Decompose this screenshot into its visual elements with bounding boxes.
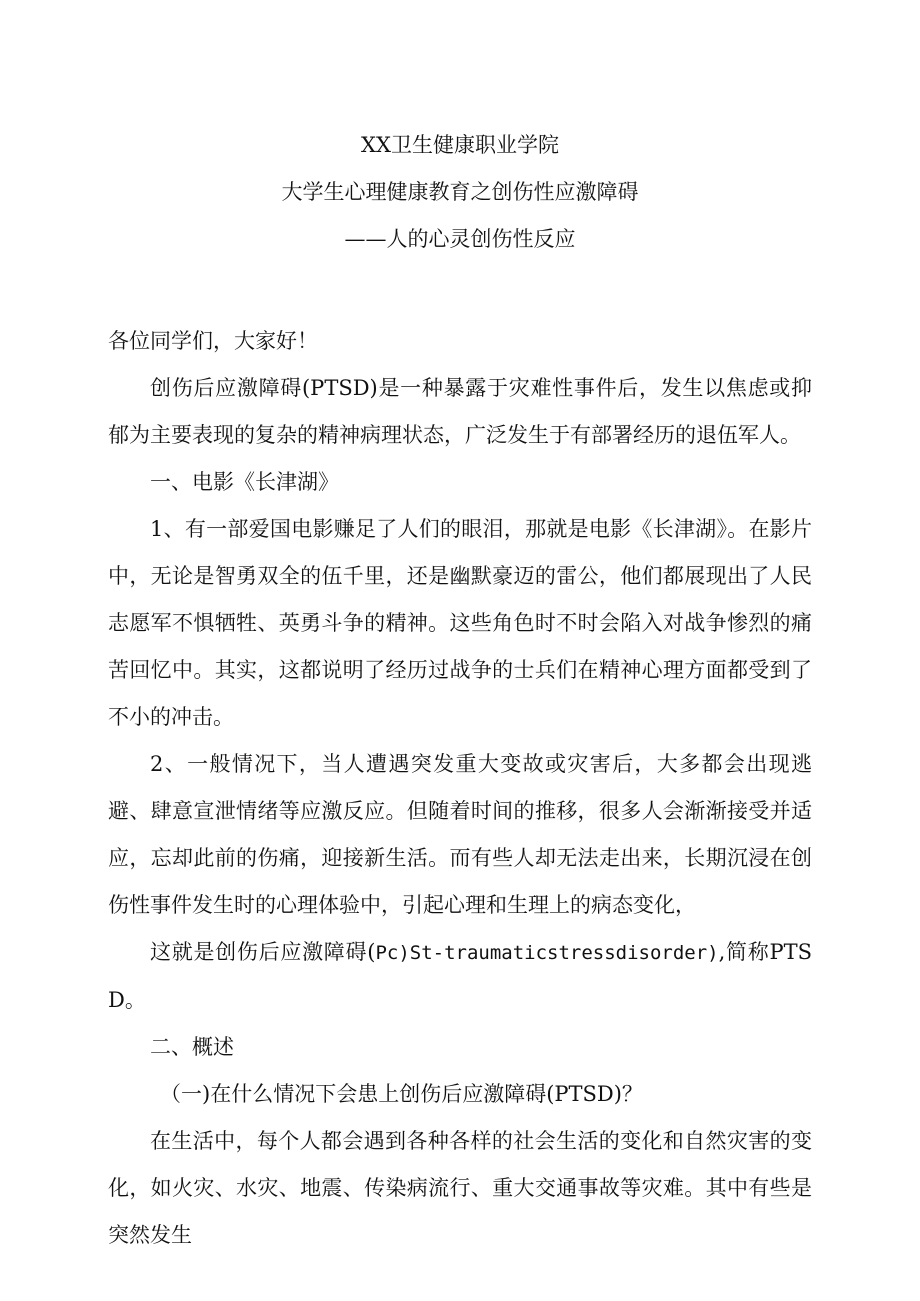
section-1-paragraph-1: 1、有一部爱国电影赚足了人们的眼泪，那就是电影《长津湖》。在影片中，无论是智勇双全的伍千里，还是幽默豪迈的雷公，他们都展现出了人民志愿军不惧牺牲、英勇斗争的精神。这些角色时不时会陷入对战争惨烈的痛苦回忆中。其实，这都说明了经历过战争的士兵们在精神心理方面都受到了不小的冲击。 bbox=[108, 517, 812, 729]
section-2-paragraph-1: 在生活中，每个人都会遇到各种各样的社会生活的变化和自然灾害的变化，如火灾、水灾、地震、传染病流行、重大交通事故等灾难。其中有些是突然发生 bbox=[108, 1129, 812, 1247]
section-1-paragraph-2: 2、一般情况下，当人遭遇突发重大变故或灾害后，大多都会出现逃避、肆意宣泄情绪等应激反应。但随着时间的推移，很多人会渐渐接受并适应，忘却此前的伤痛，迎接新生活。而有些人却无法走出来，长期沉浸在创伤性事件发生时的心理体验中，引起心理和生理上的病态变化， bbox=[108, 752, 812, 917]
section-2-subheading: （一)在什么情况下会患上创伤后应激障碍(PTSD)？ bbox=[160, 1082, 643, 1106]
greeting: 各位同学们，大家好！ bbox=[108, 329, 318, 353]
section-1-paragraph-3 bbox=[108, 929, 812, 1024]
intro-paragraph: 创伤后应激障碍(PTSD)是一种暴露于灾难性事件后，发生以焦虑或抑郁为主要表现的复杂的精神病理状态，广泛发生于有部署经历的退伍军人。 bbox=[108, 376, 812, 447]
lecture-subtitle: ——人的心灵创伤性反应 bbox=[344, 227, 576, 251]
title-block bbox=[0, 122, 920, 263]
section-2-heading: 二、概述 bbox=[150, 1035, 234, 1059]
lecture-title: 大学生心理健康教育之创伤性应激障碍 bbox=[281, 180, 639, 204]
paragraph-3-suffix: ,简称PTSD。 bbox=[108, 940, 812, 1012]
ptsd-english-term: Pc)St-traumaticstressdisorder) bbox=[375, 942, 719, 964]
section-1-heading: 一、电影《长津湖》 bbox=[150, 470, 339, 494]
paragraph-3-prefix: 这就是创伤后应激障碍( bbox=[150, 940, 376, 964]
document-body bbox=[108, 318, 812, 1259]
institution-title: XX卫生健康职业学院 bbox=[361, 133, 559, 157]
